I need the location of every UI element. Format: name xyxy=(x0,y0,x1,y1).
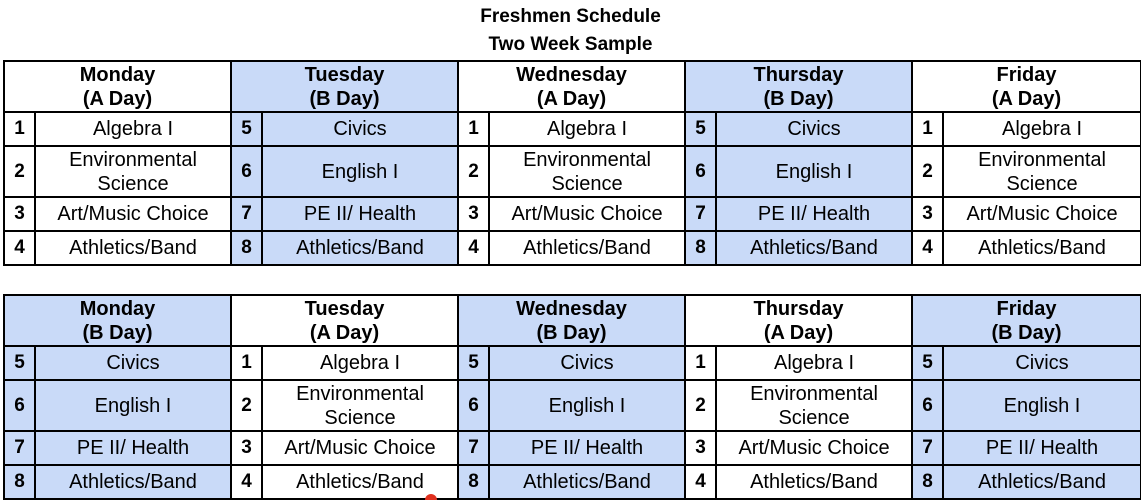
class-name: Civics xyxy=(35,346,231,380)
class-name: English I xyxy=(489,380,685,431)
cursor-marker xyxy=(425,494,437,500)
page-subtitle: Two Week Sample xyxy=(488,34,653,55)
period-number: 8 xyxy=(4,465,35,499)
day-header-wednesday xyxy=(458,295,685,346)
class-name: Art/Music Choice xyxy=(262,431,458,465)
period-number: 3 xyxy=(685,431,716,465)
period-number: 7 xyxy=(4,431,35,465)
period-row xyxy=(4,431,1141,465)
class-name: PE II/ Health xyxy=(262,197,458,231)
class-name: Athletics/Band xyxy=(943,231,1141,265)
period-number: 2 xyxy=(458,146,489,197)
period-number: 6 xyxy=(231,146,262,197)
class-name-line: Science xyxy=(551,172,623,195)
period-number: 3 xyxy=(458,197,489,231)
period-number: 4 xyxy=(4,231,35,265)
period-number: 6 xyxy=(4,380,35,431)
period-number: 7 xyxy=(912,431,943,465)
period-number: 4 xyxy=(685,465,716,499)
day-name: Friday xyxy=(996,297,1057,320)
period-number: 5 xyxy=(912,346,943,380)
class-name: English I xyxy=(943,380,1141,431)
period-number: 2 xyxy=(231,380,262,431)
class-name: Civics xyxy=(716,112,912,146)
day-name: Thursday xyxy=(753,63,844,86)
class-name-line: Environmental xyxy=(296,382,424,405)
day-type: (B Day) xyxy=(991,321,1062,344)
day-name: Tuesday xyxy=(304,297,385,320)
period-number: 3 xyxy=(912,197,943,231)
class-name xyxy=(489,146,685,197)
day-type: (B Day) xyxy=(309,87,380,110)
class-name: PE II/ Health xyxy=(716,197,912,231)
period-number: 5 xyxy=(685,112,716,146)
day-type: (A Day) xyxy=(309,321,380,344)
class-name: Athletics/Band xyxy=(716,231,912,265)
period-row xyxy=(4,231,1141,265)
period-number: 8 xyxy=(458,465,489,499)
class-name: Athletics/Band xyxy=(262,231,458,265)
class-name: Art/Music Choice xyxy=(716,431,912,465)
day-header-friday xyxy=(912,61,1141,112)
period-row xyxy=(4,197,1141,231)
period-number: 7 xyxy=(458,431,489,465)
class-name: Civics xyxy=(943,346,1141,380)
period-row xyxy=(4,146,1141,197)
week-1-schedule-table xyxy=(3,60,1141,266)
period-number: 7 xyxy=(685,197,716,231)
class-name: English I xyxy=(262,146,458,197)
day-name: Friday xyxy=(996,63,1057,86)
class-name: Algebra I xyxy=(489,112,685,146)
day-header-friday xyxy=(912,295,1141,346)
class-name-line: Science xyxy=(1006,172,1078,195)
period-number: 3 xyxy=(4,197,35,231)
period-number: 1 xyxy=(231,346,262,380)
day-type: (A Day) xyxy=(991,87,1062,110)
class-name: Art/Music Choice xyxy=(943,197,1141,231)
day-header-thursday xyxy=(685,61,912,112)
day-type: (B Day) xyxy=(763,87,834,110)
page-title: Freshmen Schedule xyxy=(480,6,661,27)
class-name xyxy=(35,146,231,197)
class-name-line: Science xyxy=(324,406,396,429)
period-number: 8 xyxy=(685,231,716,265)
day-name: Monday xyxy=(79,297,156,320)
day-type: (A Day) xyxy=(536,87,607,110)
class-name: Algebra I xyxy=(716,346,912,380)
class-name: Athletics/Band xyxy=(35,231,231,265)
period-number: 7 xyxy=(231,197,262,231)
day-name: Thursday xyxy=(753,297,844,320)
period-number: 5 xyxy=(231,112,262,146)
day-header-monday xyxy=(4,295,231,346)
day-name: Wednesday xyxy=(516,63,627,86)
class-name: Athletics/Band xyxy=(489,231,685,265)
class-name: Art/Music Choice xyxy=(35,197,231,231)
class-name: Algebra I xyxy=(35,112,231,146)
class-name: Art/Music Choice xyxy=(489,197,685,231)
class-name: English I xyxy=(716,146,912,197)
class-name: Athletics/Band xyxy=(716,465,912,499)
day-type: (B Day) xyxy=(82,321,153,344)
day-header-row xyxy=(4,295,1141,346)
day-header-thursday xyxy=(685,295,912,346)
class-name-line: Environmental xyxy=(978,148,1106,171)
period-number: 1 xyxy=(685,346,716,380)
class-name: Civics xyxy=(489,346,685,380)
period-number: 1 xyxy=(912,112,943,146)
period-row xyxy=(4,465,1141,499)
class-name: English I xyxy=(35,380,231,431)
day-name: Wednesday xyxy=(516,297,627,320)
period-number: 4 xyxy=(458,231,489,265)
day-type: (B Day) xyxy=(536,321,607,344)
day-header-row xyxy=(4,61,1141,112)
period-number: 2 xyxy=(685,380,716,431)
class-name: Athletics/Band xyxy=(35,465,231,499)
class-name: Athletics/Band xyxy=(489,465,685,499)
class-name: PE II/ Health xyxy=(943,431,1141,465)
class-name xyxy=(716,380,912,431)
day-name: Monday xyxy=(79,63,156,86)
period-number: 1 xyxy=(4,112,35,146)
class-name: PE II/ Health xyxy=(35,431,231,465)
period-number: 3 xyxy=(231,431,262,465)
day-header-monday xyxy=(4,61,231,112)
class-name: Algebra I xyxy=(943,112,1141,146)
class-name-line: Environmental xyxy=(750,382,878,405)
class-name-line: Environmental xyxy=(523,148,651,171)
class-name-line: Science xyxy=(778,406,850,429)
class-name: Athletics/Band xyxy=(262,465,458,499)
period-number: 1 xyxy=(458,112,489,146)
class-name-line: Science xyxy=(97,172,169,195)
class-name: Algebra I xyxy=(262,346,458,380)
day-name: Tuesday xyxy=(304,63,385,86)
class-name xyxy=(262,380,458,431)
class-name: Athletics/Band xyxy=(943,465,1141,499)
day-type: (A Day) xyxy=(82,87,153,110)
day-header-wednesday xyxy=(458,61,685,112)
period-number: 4 xyxy=(912,231,943,265)
period-number: 8 xyxy=(231,231,262,265)
day-type: (A Day) xyxy=(763,321,834,344)
day-header-tuesday xyxy=(231,61,458,112)
period-number: 2 xyxy=(912,146,943,197)
period-row xyxy=(4,346,1141,380)
period-number: 4 xyxy=(231,465,262,499)
class-name: Civics xyxy=(262,112,458,146)
period-number: 6 xyxy=(458,380,489,431)
period-number: 2 xyxy=(4,146,35,197)
week-2-schedule-table xyxy=(3,294,1141,500)
period-number: 5 xyxy=(4,346,35,380)
period-number: 6 xyxy=(912,380,943,431)
period-number: 5 xyxy=(458,346,489,380)
class-name xyxy=(943,146,1141,197)
period-row xyxy=(4,380,1141,431)
period-row xyxy=(4,112,1141,146)
day-header-tuesday xyxy=(231,295,458,346)
period-number: 8 xyxy=(912,465,943,499)
period-number: 6 xyxy=(685,146,716,197)
class-name-line: Environmental xyxy=(69,148,197,171)
class-name: PE II/ Health xyxy=(489,431,685,465)
